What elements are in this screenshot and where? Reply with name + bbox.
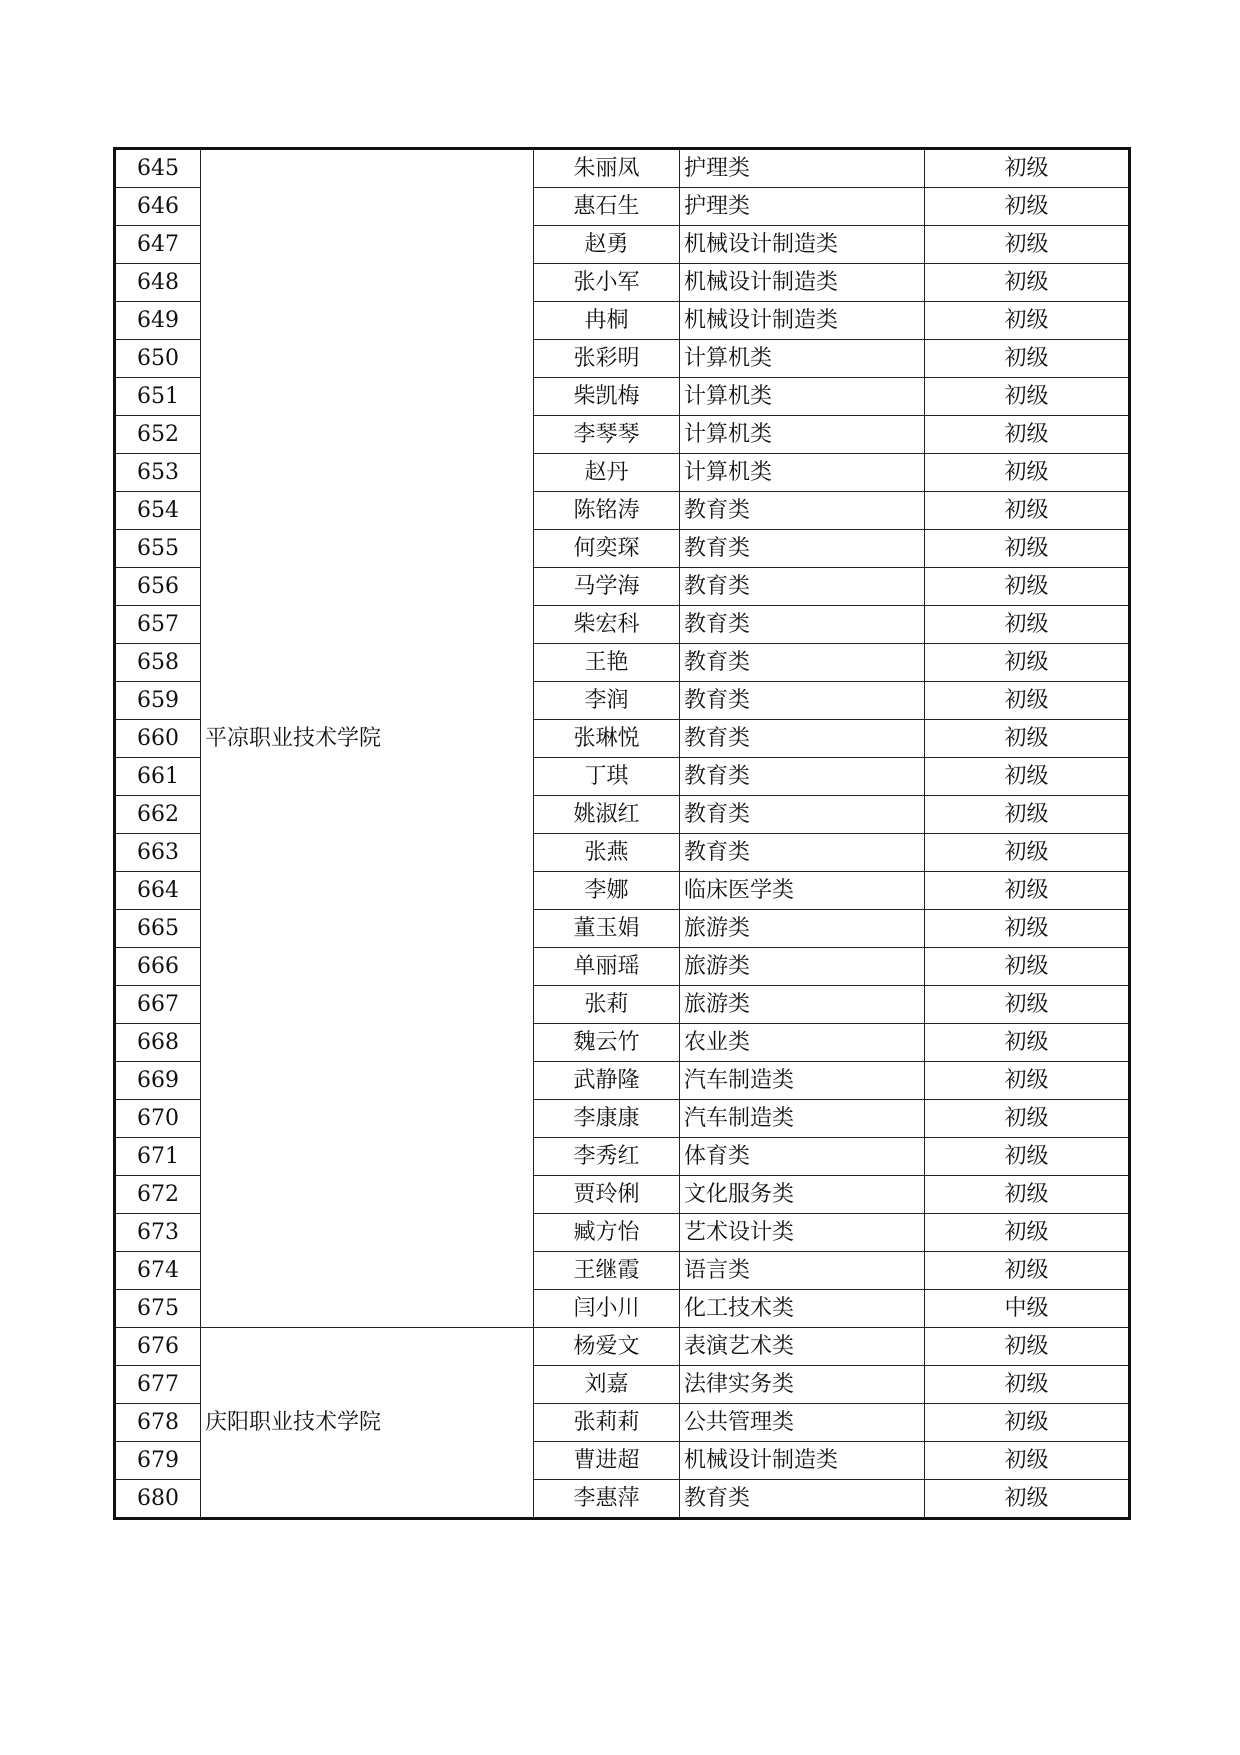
row-number-cell: 645 <box>115 149 201 188</box>
name-cell: 曹进超 <box>534 1442 680 1480</box>
level-cell: 初级 <box>925 1480 1130 1519</box>
row-number-cell: 667 <box>115 986 201 1024</box>
major-cell: 机械设计制造类 <box>680 302 925 340</box>
school-cell: 平凉职业技术学院 <box>201 149 534 1328</box>
level-cell: 初级 <box>925 416 1130 454</box>
major-cell: 汽车制造类 <box>680 1062 925 1100</box>
row-number-cell: 653 <box>115 454 201 492</box>
name-cell: 董玉娟 <box>534 910 680 948</box>
name-cell: 魏云竹 <box>534 1024 680 1062</box>
level-cell: 初级 <box>925 340 1130 378</box>
name-cell: 张彩明 <box>534 340 680 378</box>
major-cell: 语言类 <box>680 1252 925 1290</box>
row-number-cell: 656 <box>115 568 201 606</box>
level-cell: 初级 <box>925 1442 1130 1480</box>
major-cell: 机械设计制造类 <box>680 1442 925 1480</box>
major-cell: 公共管理类 <box>680 1404 925 1442</box>
name-cell: 陈铭涛 <box>534 492 680 530</box>
level-cell: 初级 <box>925 986 1130 1024</box>
level-cell: 初级 <box>925 1138 1130 1176</box>
major-cell: 旅游类 <box>680 948 925 986</box>
major-cell: 计算机类 <box>680 416 925 454</box>
row-number-cell: 662 <box>115 796 201 834</box>
name-cell: 贾玲俐 <box>534 1176 680 1214</box>
major-cell: 教育类 <box>680 644 925 682</box>
major-cell: 计算机类 <box>680 378 925 416</box>
table-row <box>115 1328 1130 1366</box>
name-cell: 柴凯梅 <box>534 378 680 416</box>
level-cell: 初级 <box>925 872 1130 910</box>
major-cell: 教育类 <box>680 606 925 644</box>
major-cell: 临床医学类 <box>680 872 925 910</box>
level-cell: 初级 <box>925 910 1130 948</box>
major-cell: 教育类 <box>680 568 925 606</box>
level-cell: 中级 <box>925 1290 1130 1328</box>
major-cell: 旅游类 <box>680 986 925 1024</box>
row-number-cell: 655 <box>115 530 201 568</box>
row-number-cell: 660 <box>115 720 201 758</box>
row-number-cell: 679 <box>115 1442 201 1480</box>
level-cell: 初级 <box>925 644 1130 682</box>
level-cell: 初级 <box>925 302 1130 340</box>
major-cell: 农业类 <box>680 1024 925 1062</box>
major-cell: 教育类 <box>680 492 925 530</box>
name-cell: 闫小川 <box>534 1290 680 1328</box>
name-cell: 惠石生 <box>534 188 680 226</box>
row-number-cell: 678 <box>115 1404 201 1442</box>
level-cell: 初级 <box>925 378 1130 416</box>
name-cell: 杨爱文 <box>534 1328 680 1366</box>
name-cell: 李秀红 <box>534 1138 680 1176</box>
level-cell: 初级 <box>925 1404 1130 1442</box>
name-cell: 丁琪 <box>534 758 680 796</box>
level-cell: 初级 <box>925 226 1130 264</box>
major-cell: 教育类 <box>680 758 925 796</box>
row-number-cell: 665 <box>115 910 201 948</box>
roster-table <box>113 147 1131 1520</box>
row-number-cell: 647 <box>115 226 201 264</box>
row-number-cell: 670 <box>115 1100 201 1138</box>
name-cell: 李润 <box>534 682 680 720</box>
name-cell: 马学海 <box>534 568 680 606</box>
major-cell: 计算机类 <box>680 454 925 492</box>
level-cell: 初级 <box>925 606 1130 644</box>
level-cell: 初级 <box>925 492 1130 530</box>
major-cell: 护理类 <box>680 149 925 188</box>
level-cell: 初级 <box>925 1252 1130 1290</box>
row-number-cell: 664 <box>115 872 201 910</box>
level-cell: 初级 <box>925 149 1130 188</box>
name-cell: 李娜 <box>534 872 680 910</box>
row-number-cell: 649 <box>115 302 201 340</box>
row-number-cell: 651 <box>115 378 201 416</box>
row-number-cell: 668 <box>115 1024 201 1062</box>
name-cell: 臧方怡 <box>534 1214 680 1252</box>
major-cell: 文化服务类 <box>680 1176 925 1214</box>
row-number-cell: 652 <box>115 416 201 454</box>
major-cell: 旅游类 <box>680 910 925 948</box>
row-number-cell: 672 <box>115 1176 201 1214</box>
name-cell: 武静隆 <box>534 1062 680 1100</box>
name-cell: 王艳 <box>534 644 680 682</box>
level-cell: 初级 <box>925 834 1130 872</box>
major-cell: 教育类 <box>680 1480 925 1519</box>
level-cell: 初级 <box>925 1062 1130 1100</box>
name-cell: 李惠萍 <box>534 1480 680 1519</box>
name-cell: 冉桐 <box>534 302 680 340</box>
row-number-cell: 675 <box>115 1290 201 1328</box>
level-cell: 初级 <box>925 720 1130 758</box>
major-cell: 汽车制造类 <box>680 1100 925 1138</box>
level-cell: 初级 <box>925 264 1130 302</box>
level-cell: 初级 <box>925 682 1130 720</box>
name-cell: 张燕 <box>534 834 680 872</box>
name-cell: 张琳悦 <box>534 720 680 758</box>
row-number-cell: 650 <box>115 340 201 378</box>
level-cell: 初级 <box>925 1176 1130 1214</box>
name-cell: 赵丹 <box>534 454 680 492</box>
row-number-cell: 677 <box>115 1366 201 1404</box>
row-number-cell: 659 <box>115 682 201 720</box>
major-cell: 教育类 <box>680 796 925 834</box>
level-cell: 初级 <box>925 948 1130 986</box>
school-cell: 庆阳职业技术学院 <box>201 1328 534 1519</box>
major-cell: 法律实务类 <box>680 1366 925 1404</box>
level-cell: 初级 <box>925 1214 1130 1252</box>
row-number-cell: 673 <box>115 1214 201 1252</box>
roster-body <box>115 149 1130 1519</box>
level-cell: 初级 <box>925 568 1130 606</box>
level-cell: 初级 <box>925 1100 1130 1138</box>
major-cell: 教育类 <box>680 530 925 568</box>
name-cell: 王继霞 <box>534 1252 680 1290</box>
name-cell: 单丽瑶 <box>534 948 680 986</box>
name-cell: 张莉莉 <box>534 1404 680 1442</box>
major-cell: 体育类 <box>680 1138 925 1176</box>
row-number-cell: 663 <box>115 834 201 872</box>
major-cell: 机械设计制造类 <box>680 226 925 264</box>
name-cell: 姚淑红 <box>534 796 680 834</box>
row-number-cell: 674 <box>115 1252 201 1290</box>
major-cell: 教育类 <box>680 682 925 720</box>
level-cell: 初级 <box>925 1024 1130 1062</box>
name-cell: 朱丽凤 <box>534 149 680 188</box>
level-cell: 初级 <box>925 758 1130 796</box>
row-number-cell: 657 <box>115 606 201 644</box>
row-number-cell: 661 <box>115 758 201 796</box>
name-cell: 刘嘉 <box>534 1366 680 1404</box>
name-cell: 柴宏科 <box>534 606 680 644</box>
row-number-cell: 648 <box>115 264 201 302</box>
name-cell: 赵勇 <box>534 226 680 264</box>
level-cell: 初级 <box>925 530 1130 568</box>
row-number-cell: 654 <box>115 492 201 530</box>
row-number-cell: 669 <box>115 1062 201 1100</box>
name-cell: 张小军 <box>534 264 680 302</box>
major-cell: 教育类 <box>680 720 925 758</box>
row-number-cell: 676 <box>115 1328 201 1366</box>
level-cell: 初级 <box>925 454 1130 492</box>
level-cell: 初级 <box>925 796 1130 834</box>
level-cell: 初级 <box>925 188 1130 226</box>
row-number-cell: 646 <box>115 188 201 226</box>
name-cell: 何奕琛 <box>534 530 680 568</box>
name-cell: 李康康 <box>534 1100 680 1138</box>
major-cell: 计算机类 <box>680 340 925 378</box>
name-cell: 李琴琴 <box>534 416 680 454</box>
major-cell: 艺术设计类 <box>680 1214 925 1252</box>
level-cell: 初级 <box>925 1366 1130 1404</box>
row-number-cell: 671 <box>115 1138 201 1176</box>
major-cell: 机械设计制造类 <box>680 264 925 302</box>
name-cell: 张莉 <box>534 986 680 1024</box>
row-number-cell: 680 <box>115 1480 201 1519</box>
major-cell: 表演艺术类 <box>680 1328 925 1366</box>
major-cell: 教育类 <box>680 834 925 872</box>
major-cell: 化工技术类 <box>680 1290 925 1328</box>
row-number-cell: 666 <box>115 948 201 986</box>
level-cell: 初级 <box>925 1328 1130 1366</box>
table-row <box>115 149 1130 188</box>
row-number-cell: 658 <box>115 644 201 682</box>
major-cell: 护理类 <box>680 188 925 226</box>
